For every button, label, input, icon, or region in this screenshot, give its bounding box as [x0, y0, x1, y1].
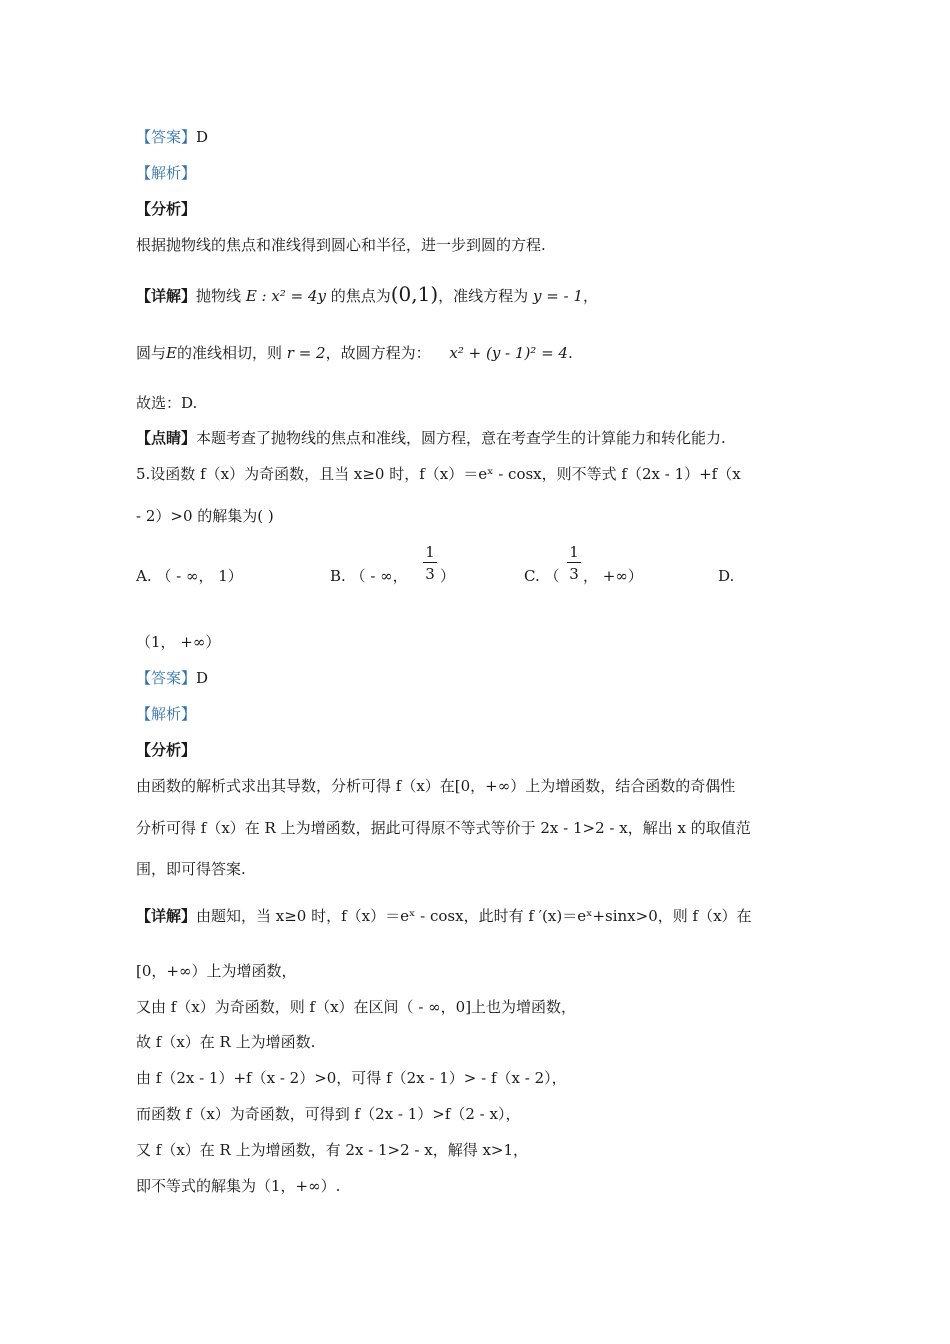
dianjing-line: [136, 427, 726, 449]
focus-point: (0,1): [390, 282, 439, 306]
answer-tag: 【答案】: [136, 669, 197, 687]
detail-line-b2: [136, 960, 296, 982]
option-d-label: D.: [718, 567, 735, 585]
detail-text: ，故圆方程为：: [325, 344, 431, 362]
question-5-line-1: [136, 463, 741, 485]
detail-text: 又由 f（x）为奇函数，则 f（x）在区间（ - ∞，0]上也为增函数，: [136, 998, 577, 1016]
directrix-equation: y = - 1: [532, 287, 583, 305]
option-b-text: ）: [440, 567, 456, 585]
fenxi-text-1: [136, 234, 546, 256]
detail-line-b4: [136, 1031, 315, 1053]
option-b-fraction: [423, 542, 437, 585]
option-b-text: B. （ - ∞，: [330, 567, 408, 585]
option-c-fraction: [567, 542, 581, 585]
detail-text: 而函数 f（x）为奇函数，可得到 f（2x - 1）>f（2 - x），: [136, 1105, 521, 1123]
fenxi-tag: 【分析】: [136, 741, 197, 759]
fenxi-line-2: [136, 817, 751, 839]
fenxi-text: 分析可得 f（x）在 R 上为增函数，据此可得原不等式等价于 2x - 1>2 - x，解出 x 的取值范: [136, 819, 751, 837]
answer-line-2: [136, 667, 208, 689]
option-d-value: [136, 631, 220, 653]
detail-text: [0，+∞）上为增函数，: [136, 962, 297, 980]
detail-line-b5: [136, 1067, 567, 1089]
analysis-tag: 【解析】: [136, 705, 197, 723]
circle-equation: x² + (y - 1)² = 4: [449, 344, 568, 362]
detail-text: 即不等式的解集为（1，+∞）.: [136, 1177, 341, 1195]
detail-line-1: [136, 283, 598, 305]
option-a-text: A. （ - ∞， 1）: [136, 567, 243, 585]
fenxi-tag: 【分析】: [136, 200, 197, 218]
question-text: 5.设函数 f（x）为奇函数，且当 x≥0 时，f（x）＝eˣ - cosx，则不等式 f（2x - 1）+f（x: [136, 465, 741, 483]
dianjing-text: 本题考查了抛物线的焦点和准线，圆方程，意在考查学生的计算能力和转化能力.: [196, 429, 726, 447]
detail-text: 抛物线: [196, 287, 242, 305]
detail-tag: 【详解】: [136, 287, 197, 305]
detail-line-b8: [136, 1175, 340, 1197]
fenxi-text: 根据抛物线的焦点和准线得到圆心和半径，进一步到圆的方程.: [136, 236, 546, 254]
fenxi-heading-2: [136, 739, 196, 761]
detail-text: 故 f（x）在 R 上为增函数.: [136, 1033, 316, 1051]
question-text: - 2）>0 的解集为( ): [136, 507, 274, 525]
detail-line-b3: [136, 996, 576, 1018]
option-d-text: （1， +∞）: [136, 633, 221, 651]
fenxi-line-3: [136, 858, 246, 880]
analysis-line-2: [136, 703, 196, 725]
detail-text: .: [567, 344, 573, 362]
analysis-tag: 【解析】: [136, 164, 197, 182]
question-5-line-2: [136, 505, 274, 527]
detail-text: ，准线方程为: [438, 287, 529, 305]
detail-line-2: [136, 342, 573, 364]
detail-text: 圆与: [136, 344, 167, 362]
answer-line-1: [136, 126, 208, 148]
fraction-numerator: 1: [567, 542, 581, 563]
parabola-equation: E : x² = 4y: [245, 287, 326, 305]
option-b-close: [440, 565, 455, 587]
detail-text: 由 f（2x - 1）+f（x - 2）>0，可得 f（2x - 1）> - f（x - 2），: [136, 1069, 567, 1087]
detail-text: 的准线相切，则: [176, 344, 282, 362]
conclusion: 故选：D.: [136, 394, 198, 412]
detail-text: 由题知，当 x≥0 时，f（x）＝eˣ - cosx，此时有 f ′(x)＝eˣ+sinx>0，则 f（x）在: [196, 907, 752, 925]
detail-text: ，: [582, 287, 598, 305]
dianjing-tag: 【点睛】: [136, 429, 197, 447]
guxuan-line: [136, 392, 197, 414]
fraction-denominator: 3: [425, 565, 435, 583]
option-b: [330, 565, 408, 587]
detail-text: 的焦点为: [330, 287, 391, 305]
fraction-denominator: 3: [569, 565, 579, 583]
option-a: [136, 565, 243, 587]
fraction-numerator: 1: [423, 542, 437, 563]
radius-equation: r = 2: [286, 344, 326, 362]
fenxi-text: 由函数的解析式求出其导数，分析可得 f（x）在[0，+∞）上为增函数，结合函数的奇偶性: [136, 777, 736, 795]
option-c-text: ， +∞）: [583, 567, 643, 585]
fenxi-heading-1: [136, 198, 196, 220]
answer-tag: 【答案】: [136, 128, 197, 146]
analysis-line-1: [136, 162, 196, 184]
detail-tag: 【详解】: [136, 907, 197, 925]
detail-line-b1: [136, 905, 752, 927]
option-c-close: [583, 565, 643, 587]
detail-line-b7: [136, 1139, 528, 1161]
option-c: [524, 565, 559, 587]
var-E: E: [166, 344, 177, 362]
detail-text: 又 f（x）在 R 上为增函数，有 2x - 1>2 - x，解得 x>1，: [136, 1141, 529, 1159]
option-c-text: C. （: [524, 567, 560, 585]
detail-line-b6: [136, 1103, 520, 1125]
answer-value: D: [196, 128, 209, 146]
fenxi-text: 围，即可得答案.: [136, 860, 246, 878]
answer-value: D: [196, 669, 209, 687]
option-d: [718, 565, 734, 587]
fenxi-line-1: [136, 775, 735, 797]
